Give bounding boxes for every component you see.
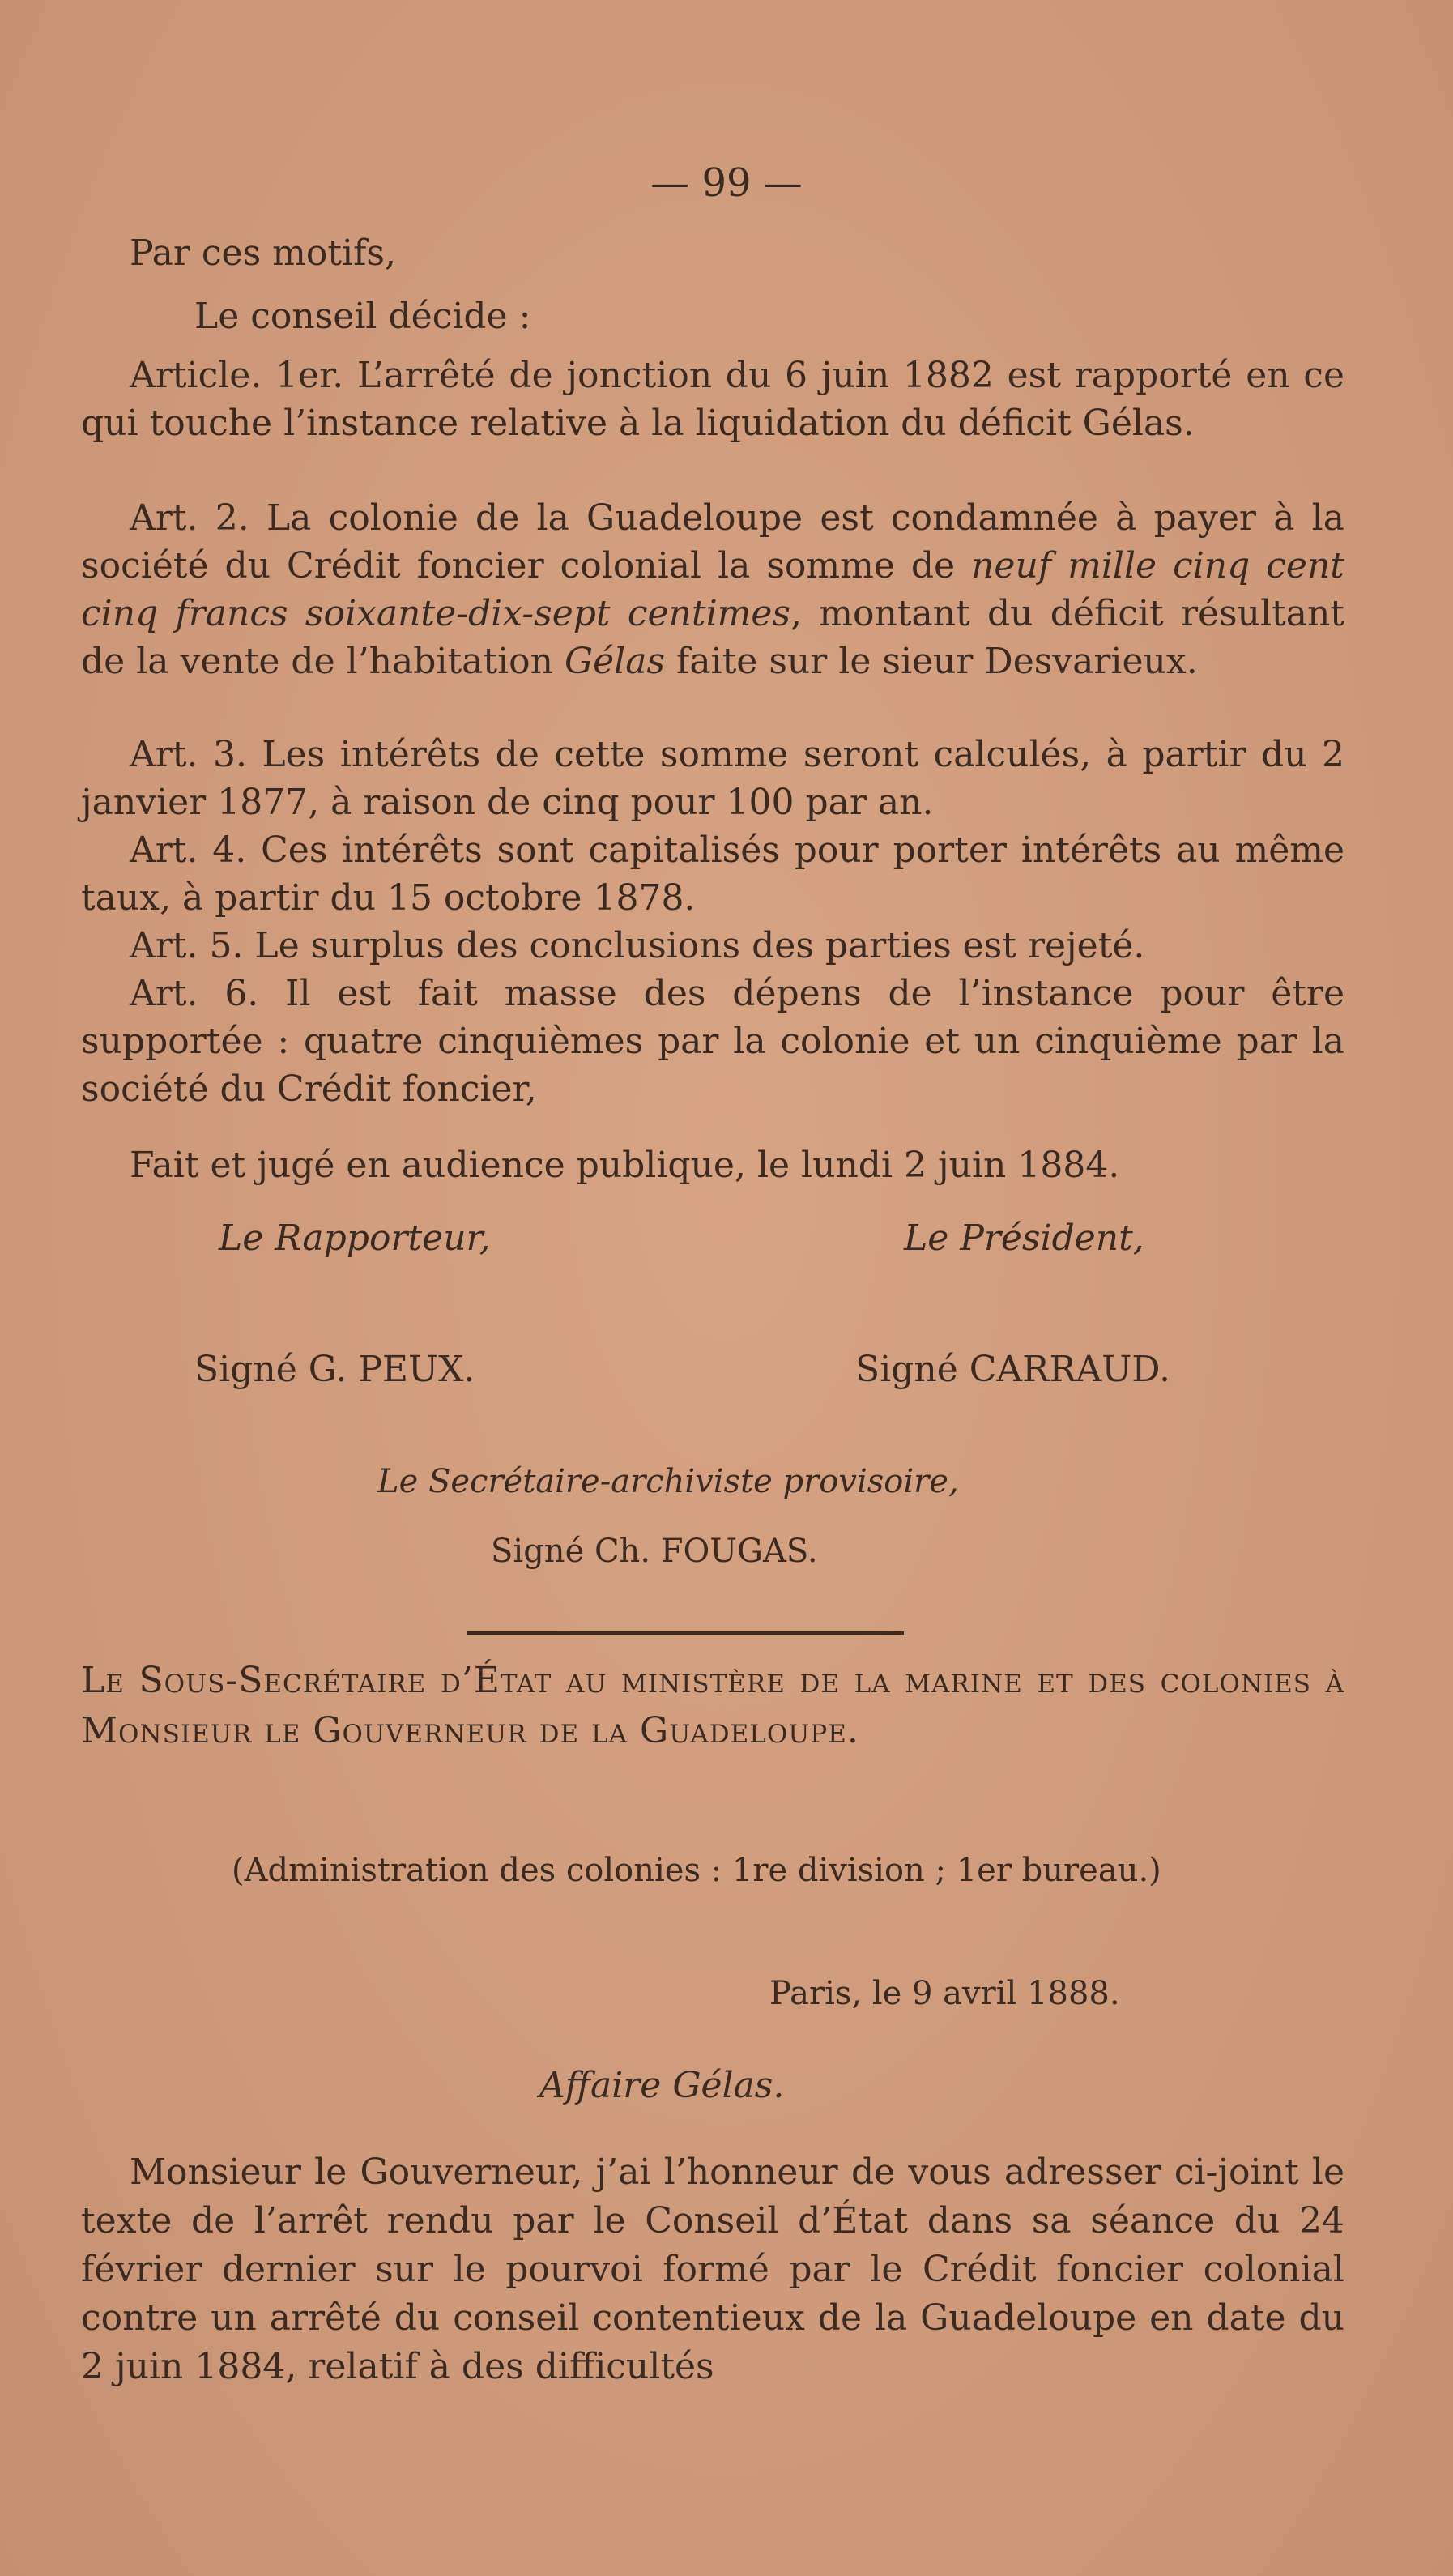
article-1	[81, 352, 1344, 447]
par-ces-motifs: Par ces motifs,	[130, 232, 396, 274]
article-6	[81, 970, 1344, 1113]
letter-body-text: Monsieur le Gouverneur, j’ai l’honneur de vous adresser ci-joint le texte de l’arrêt rendu par le Conseil d’État dans sa séance du 24 février dernier sur le pourvoi formé par le Crédit foncier colonial contre un arrêté du conseil contentieux de la Guadeloupe en date du 2 juin 1884, relatif à des difficultés	[81, 2152, 1344, 2387]
page-number: — 99 —	[650, 160, 803, 206]
article-1-text: Article. 1er. L’arrêté de jonction du 6 juin 1882 est rapporté en ce qui touche l’instance relative à la liquidation du déficit Gélas.	[81, 355, 1344, 444]
article-6-text: Art. 6. Il est fait masse des dépens de l’instance pour être supportée : quatre cinquièmes par la colonie et un cinquième par la société du Crédit foncier,	[81, 973, 1344, 1110]
article-5	[81, 922, 1344, 970]
closing-line: Fait et jugé en audience publique, le lundi 2 juin 1884.	[130, 1145, 1120, 1186]
rapporteur-name: Signé G. PEUX.	[194, 1349, 475, 1390]
article-4-text: Art. 4. Ces intérêts sont capitalisés pour porter intérêts au même taux, à partir du 15 octobre 1878.	[81, 830, 1344, 919]
secretaire-name: Signé Ch. FOUGAS.	[491, 1533, 818, 1570]
president-title: Le Président,	[904, 1218, 1144, 1259]
letter-body	[81, 2148, 1344, 2391]
rapporteur-title: Le Rapporteur,	[219, 1218, 491, 1259]
article-2-text-a: Art. 2. La colonie de la Guadeloupe est condamnée à payer à la société du Crédit foncier colonial la somme de	[81, 497, 1344, 586]
article-4	[81, 826, 1344, 922]
administration-line: (Administration des colonies : 1re division ; 1er bureau.)	[232, 1852, 1161, 1889]
letter-subject: Affaire Gélas.	[539, 2065, 785, 2106]
article-5-text: Art. 5. Le surplus des conclusions des parties est rejeté.	[130, 925, 1145, 966]
letter-header: Le Sous-Secrétaire d’État au ministère de la marine et des colonies à Monsieur le Gouverneur de la Guadeloupe.	[81, 1660, 1344, 1751]
secretaire-title: Le Secrétaire-archiviste provisoire,	[377, 1463, 959, 1500]
place-date: Paris, le 9 avril 1888.	[769, 1975, 1120, 2012]
conseil-decide: Le conseil décide :	[194, 296, 531, 337]
article-3-text: Art. 3. Les intérêts de cette somme seront calculés, à partir du 2 janvier 1877, à raison de cinq pour 100 par an.	[81, 734, 1344, 823]
article-2-text-c: faite sur le sieur Desvarieux.	[665, 641, 1198, 682]
article-3	[81, 731, 1344, 826]
article-2-name: Gélas	[564, 641, 666, 682]
article-2-text-b: , montant du déficit résultant de la vente de l’habitation	[81, 593, 1344, 682]
section-divider	[467, 1631, 904, 1635]
article-2-amount: neuf mille cinq cent cinq francs soixante-dix-sept centimes	[81, 545, 1344, 634]
president-name: Signé CARRAUD.	[855, 1349, 1170, 1390]
article-2	[81, 494, 1344, 685]
